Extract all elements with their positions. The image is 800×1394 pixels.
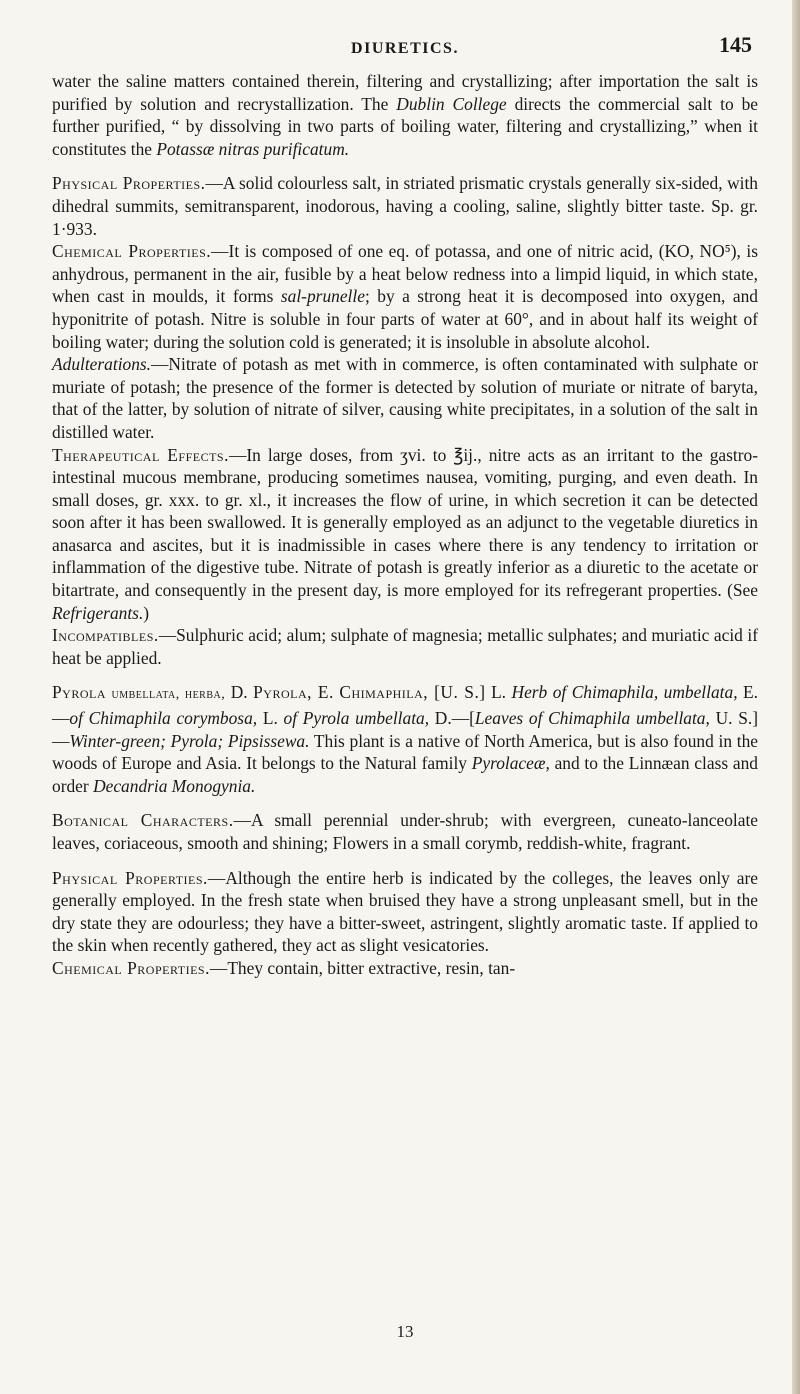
section-heading: Physical Properties. <box>52 867 208 888</box>
section-heading: Physical Properties. <box>52 173 206 194</box>
section-heading: Adulterations. <box>52 354 152 375</box>
section-heading: Chemical Properties. <box>52 957 210 978</box>
paragraph-physical-properties-2: Physical Properties.—Although the entire herb is indicated by the colleges, the leaves only are generally employed. In the fresh state when bruised they have a strong unpleasant smell, but in the dry state they are odourless; they have a bitter-sweet, astringent, slightly aromatic taste. If applied to the skin when recently gathered, they act as slight vesicatories. <box>52 867 759 956</box>
paragraph-therapeutical-effects: Therapeutical Effects.—In large doses, from ʒvi. to ℥ij., nitre acts as an irritant to the gastro-intestinal mucous membrane, producing sometimes nausea, vomiting, purging, and even death. In small doses, gr. xxx. to gr. xl., it increases the flow of urine, in which secretion it can be detected soon after it has been swallowed. It is generally employed as an adjunct to the vegetable diuretics in anasarca and ascites, but it is inadmissible in cases where there is any tendency to irritation or inflammation of the digestive tube. Nitrate of potash is greatly inferior as a diuretic to the acetate or bitartrate, and consequently in the present day, is more employed for its refregerant properties. (See Refrigerants.) <box>52 444 759 623</box>
paragraph-botanical-characters: Botanical Characters.—A small perennial under-shrub; with evergreen, cuneato-lanceolate leaves, coriaceous, smooth and shining; Flowers in a small corymb, reddish-white, fragrant. <box>52 810 758 853</box>
paragraph-chemical-properties-2: Chemical Properties.—They contain, bitter extractive, resin, tan- <box>52 957 516 978</box>
running-title: DIURETICS. <box>351 40 459 57</box>
page-edge-shadow <box>792 0 800 1394</box>
section-heading: Botanical Characters. <box>52 810 234 831</box>
paragraph-incompatibles: Incompatibles.—Sulphuric acid; alum; sulphate of magnesia; metallic sulphates; and muriatic acid if heat be applied. <box>52 625 758 668</box>
section-heading: Chemical Properties. <box>52 241 212 262</box>
signature-mark: 13 <box>396 1322 414 1341</box>
entry-heading: Pyrola <box>52 682 107 703</box>
page-number: 145 <box>719 32 752 57</box>
paragraph-adulterations: Adulterations.—Nitrate of potash as met with in commerce, is often contaminated with sulphate or muriate of potash; the presence of the former is detected by solution of muriate or nitrate of baryta, that of the latter, by solution of nitrate of silver, causing white precipitates, in a solution of the salt in distilled water. <box>52 354 758 442</box>
book-page <box>52 34 758 980</box>
paragraph-physical-properties: Physical Properties.—A solid colourless salt, in striated prismatic crystals generally six-sided, with dihedral summits, semitransparent, inodorous, having a cooling, saline, slightly bitter taste. Sp. gr. 1·933. <box>52 173 758 239</box>
paragraph-intro: water the saline matters contained therein, filtering and crystallizing; after importation the salt is purified by solution and recrystallization. The Dublin College directs the commercial salt to be further purified, “ by dissolving in two parts of boiling water, filtering and crystallizing,” when it constitutes the Potassæ nitras purificatum. <box>52 71 758 159</box>
section-heading: Therapeutical Effects. <box>52 444 229 465</box>
running-head <box>52 34 758 60</box>
section-heading: Incompatibles. <box>52 625 159 646</box>
paragraph-pyrola: Pyrola umbellata, herba, D. Pyrola, E. Chimaphila, [U. S.] L. Herb of Chimaphila, umbellata, E.—of Chimaphila corymbosa, L. of Pyrola umbellata, D.—[Leaves of Chimaphila umbellata, U. S.]—Winter-green; Pyrola; Pipsissewa. This plant is a native of North America, but is also found in the woods of Europe and Asia. It belongs to the Natural family Pyrolaceæ, and to the Linnæan class and order Decandria Monogynia. <box>52 682 758 796</box>
paragraph-chemical-properties: Chemical Properties.—It is composed of one eq. of potassa, and one of nitric acid, (KO, NO⁵), is anhydrous, permanent in the air, fusible by a heat below redness into a limpid liquid, in which state, when cast in moulds, it forms sal-prunelle; by a strong heat it is decomposed into oxygen, and hyponitrite of potash. Nitre is soluble in four parts of water at 60°, and in about half its weight of boiling water; during the solution cold is generated; it is insoluble in absolute alcohol. <box>52 241 759 352</box>
